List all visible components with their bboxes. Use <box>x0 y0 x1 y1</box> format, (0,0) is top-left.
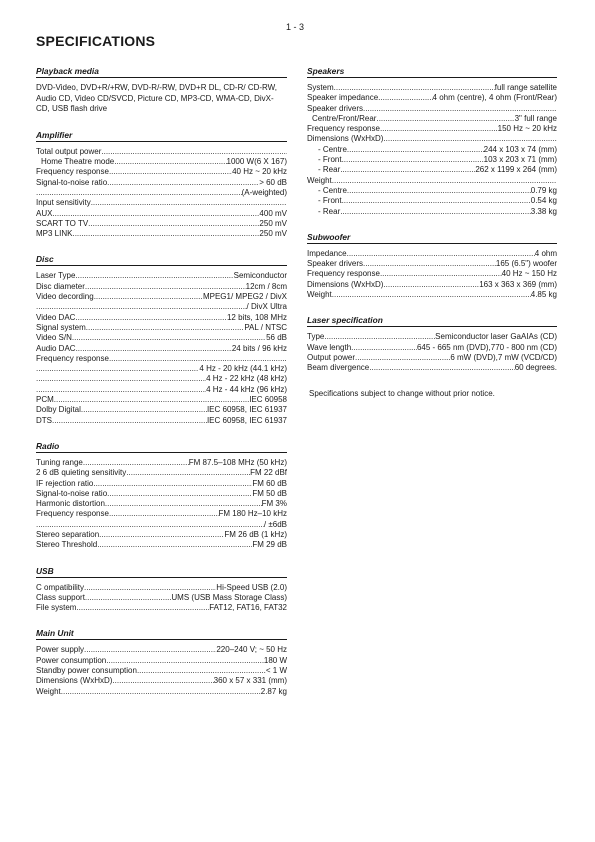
leader-dots <box>61 687 261 697</box>
spec-value: 250 mV <box>259 218 287 228</box>
spec-value: 180 W <box>263 655 287 665</box>
spec-row <box>36 344 287 354</box>
spec-row <box>307 186 557 196</box>
spec-row <box>36 198 287 208</box>
spec-value: 40 Hz ~ 20 kHz <box>232 167 287 177</box>
section-main-unit <box>36 628 287 696</box>
spec-row <box>36 540 287 550</box>
spec-value: 4 ohm <box>534 248 557 258</box>
section-playback-media <box>36 66 287 115</box>
leader-dots <box>376 114 514 124</box>
leader-dots <box>52 209 259 219</box>
spec-label: SCART TO TV <box>36 218 89 228</box>
spec-label: Weight <box>307 290 332 300</box>
spec-value: 103 x 203 x 71 (mm) <box>483 155 557 165</box>
spec-value: Semiconductor laser GaAIAs (CD) <box>435 332 557 342</box>
leader-dots <box>109 354 287 364</box>
section-disc <box>36 254 287 425</box>
spec-row <box>307 207 557 217</box>
spec-value: 4 Hz - 44 kHz (96 kHz) <box>206 384 287 394</box>
spec-row <box>307 176 557 186</box>
spec-row <box>307 196 557 206</box>
spec-label: Stereo Threshold <box>36 540 98 550</box>
spec-row <box>307 269 557 279</box>
leader-dots <box>112 676 213 686</box>
spec-value: 4 ohm (centre), 4 ohm (Front/Rear) <box>432 93 557 103</box>
spec-label: Speaker impedance <box>307 93 379 103</box>
leader-dots <box>91 198 287 208</box>
spec-row <box>307 134 557 144</box>
leader-dots <box>380 124 498 134</box>
spec-value: 24 bits / 96 kHz <box>231 343 287 353</box>
leader-dots <box>75 313 227 323</box>
spec-label: Power consumption <box>36 655 107 665</box>
spec-label: Wave length <box>307 342 352 352</box>
spec-value: FM 87.5–108 MHz (50 kHz) <box>188 457 287 467</box>
spec-row <box>36 147 287 157</box>
leader-dots <box>88 219 259 229</box>
spec-value: IEC 60958 <box>249 395 287 405</box>
spec-row <box>36 178 287 188</box>
spec-row <box>307 104 557 114</box>
section-title: Disc <box>36 254 287 266</box>
section-title: Amplifier <box>36 130 287 142</box>
spec-label: Audio DAC <box>36 343 76 353</box>
spec-value: 360 x 57 x 331 (mm) <box>213 676 287 686</box>
leader-dots <box>36 188 242 198</box>
leader-dots <box>126 468 250 478</box>
leader-dots <box>72 229 259 239</box>
spec-value: / DivX Ultra <box>246 302 287 312</box>
spec-label: Weight <box>36 686 61 696</box>
spec-row <box>36 354 287 364</box>
spec-row <box>307 332 557 342</box>
spec-label: Weight <box>307 175 332 185</box>
spec-row <box>36 468 287 478</box>
spec-label: - Front <box>318 196 342 206</box>
spec-row <box>36 676 287 686</box>
spec-row <box>307 363 557 373</box>
leader-dots <box>114 157 226 167</box>
leader-dots <box>84 645 216 655</box>
spec-row <box>36 323 287 333</box>
section-radio <box>36 441 287 551</box>
spec-label: - Rear <box>318 165 341 175</box>
spec-value: full range satellite <box>494 83 557 92</box>
spec-label: MP3 LINK <box>36 229 73 239</box>
spec-value: 400 mV <box>259 208 287 218</box>
spec-label: - Centre <box>318 185 347 195</box>
spec-value: 3" full range <box>514 113 557 123</box>
leader-dots <box>378 93 432 103</box>
leader-dots <box>94 292 203 302</box>
spec-value: IEC 60958, IEC 61937 <box>206 405 287 415</box>
spec-value: 165 (6.5") woofer <box>495 259 557 269</box>
leader-dots <box>137 666 266 676</box>
leader-dots <box>52 416 207 426</box>
leader-dots <box>369 363 514 373</box>
section-title: Laser specification <box>307 315 557 327</box>
spec-label: Disc diameter <box>36 281 85 291</box>
leader-dots <box>97 540 252 550</box>
section-title: Radio <box>36 441 287 453</box>
spec-value: 12 bits, 108 MHz <box>226 312 287 322</box>
leader-dots <box>342 196 531 206</box>
leader-dots <box>340 165 475 175</box>
spec-label: PCM <box>36 395 54 405</box>
spec-row <box>307 155 557 165</box>
spec-label: Frequency response <box>36 509 109 519</box>
spec-row <box>307 114 557 124</box>
spec-value: FM 60 dB <box>252 478 287 488</box>
spec-value: 220–240 V; ~ 50 Hz <box>216 645 287 655</box>
leader-dots <box>75 271 233 281</box>
spec-value: (A-weighted) <box>241 187 287 197</box>
spec-row <box>36 416 287 426</box>
spec-value: FM 29 dB <box>252 540 287 550</box>
spec-label: System <box>307 83 334 92</box>
spec-row <box>36 209 287 219</box>
section-title: Subwoofer <box>307 232 557 244</box>
spec-value: 56 dB <box>266 333 287 343</box>
leader-dots <box>347 249 535 259</box>
spec-value: 163 x 363 x 369 (mm) <box>479 279 557 289</box>
spec-label: Power supply <box>36 645 85 655</box>
spec-row <box>307 145 557 155</box>
leader-dots <box>332 176 557 186</box>
leader-dots <box>334 83 495 93</box>
spec-label: Harmonic distortion <box>36 499 105 509</box>
spec-row <box>307 259 557 269</box>
spec-row <box>36 520 287 530</box>
spec-row <box>36 364 287 374</box>
spec-row <box>307 124 557 134</box>
leader-dots <box>36 520 264 530</box>
spec-value: FM 180 Hz–10 kHz <box>218 509 287 519</box>
spec-row <box>307 290 557 300</box>
leader-dots <box>324 332 435 342</box>
spec-value: Semiconductor <box>233 271 287 281</box>
leader-dots <box>363 259 496 269</box>
leader-dots <box>107 489 252 499</box>
section-subwoofer <box>307 232 557 300</box>
spec-row <box>36 458 287 468</box>
leader-dots <box>72 333 266 343</box>
spec-value: 2.87 kg <box>260 686 287 696</box>
spec-label: Type <box>307 332 325 342</box>
spec-label: Beam divergence <box>307 363 370 373</box>
spec-label: Video DAC <box>36 312 76 322</box>
leader-dots <box>105 499 262 509</box>
spec-value: FM 22 dBf <box>250 468 287 478</box>
spec-row <box>36 405 287 415</box>
leader-dots <box>36 302 247 312</box>
spec-row <box>36 167 287 177</box>
spec-value: 1000 W(6 X 167) <box>226 157 287 167</box>
section-title: Playback media <box>36 66 287 78</box>
spec-row <box>36 656 287 666</box>
section-title: USB <box>36 566 287 578</box>
spec-value: PAL / NTSC <box>244 322 287 332</box>
spec-row <box>36 603 287 613</box>
spec-label: - Rear <box>318 206 341 216</box>
page-number: 1 - 3 <box>286 22 305 32</box>
leader-dots <box>81 405 207 415</box>
leader-dots <box>93 479 252 489</box>
spec-row <box>36 219 287 229</box>
spec-label: DTS <box>36 415 52 425</box>
spec-value: FM 3% <box>261 499 287 509</box>
spec-value: 250 mV <box>259 229 287 239</box>
spec-row <box>36 687 287 697</box>
leader-dots <box>347 186 531 196</box>
spec-label: Frequency response <box>307 269 380 279</box>
spec-label: Frequency response <box>36 167 109 177</box>
leader-dots <box>383 280 479 290</box>
leader-dots <box>85 282 246 292</box>
spec-value: 4.85 kg <box>530 290 557 300</box>
spec-row <box>307 83 557 93</box>
leader-dots <box>332 290 531 300</box>
spec-row <box>36 302 287 312</box>
spec-value: 0.79 kg <box>530 185 557 195</box>
disclaimer-note: Specifications subject to change without prior notice. <box>309 388 495 398</box>
leader-dots <box>355 353 450 363</box>
spec-value: IEC 60958, IEC 61937 <box>206 415 287 425</box>
spec-label: Speaker drivers <box>307 103 364 113</box>
leader-dots <box>85 593 171 603</box>
spec-row <box>36 385 287 395</box>
spec-value: 4 Hz - 20 kHz (44.1 kHz) <box>199 364 287 374</box>
section-paragraph: DVD-Video, DVD+R/+RW, DVD-R/-RW, DVD+R DL, CD-R/ CD-RW, Audio CD, Video CD/SVCD, Picture CD, MP3-CD, WMA-CD, DivX-CD, USB flash drive <box>36 83 278 114</box>
spec-label: Centre/Front/Rear <box>312 113 377 123</box>
spec-row <box>307 280 557 290</box>
spec-value: 6 mW (DVD),7 mW (VCD/CD) <box>450 352 557 362</box>
leader-dots <box>351 343 417 353</box>
spec-row <box>307 343 557 353</box>
spec-row <box>36 333 287 343</box>
spec-row <box>307 165 557 175</box>
spec-label: Dimensions (WxHxD) <box>36 676 113 686</box>
spec-label: Dolby Digital <box>36 405 81 415</box>
spec-row <box>36 645 287 655</box>
leader-dots <box>340 207 531 217</box>
spec-row <box>36 395 287 405</box>
spec-label: C ompatibility <box>36 582 85 592</box>
spec-label: Standby power consumption <box>36 666 137 676</box>
leader-dots <box>107 178 259 188</box>
leader-dots <box>106 656 264 666</box>
spec-value: 0.54 kg <box>530 196 557 206</box>
leader-dots <box>36 374 206 384</box>
spec-label: Laser Type <box>36 271 76 281</box>
section-usb <box>36 566 287 614</box>
spec-label: IF rejection ratio <box>36 478 94 488</box>
spec-label: Dimensions (WxHxD) <box>307 279 384 289</box>
spec-label: Frequency response <box>307 124 380 134</box>
spec-label: Stereo separation <box>36 529 100 539</box>
spec-label: Output power <box>307 352 356 362</box>
spec-row <box>307 353 557 363</box>
leader-dots <box>36 385 206 395</box>
right-sections <box>307 66 557 374</box>
spec-row <box>36 157 287 167</box>
leader-dots <box>99 530 224 540</box>
spec-label: Frequency response <box>36 353 109 363</box>
spec-value: / ±6dB <box>263 519 287 529</box>
spec-label: Dimensions (WxHxD) <box>307 134 384 144</box>
leader-dots <box>101 147 287 157</box>
spec-row <box>36 530 287 540</box>
spec-row <box>307 249 557 259</box>
leader-dots <box>109 167 232 177</box>
spec-label: Video S/N <box>36 333 72 343</box>
leader-dots <box>363 104 557 114</box>
spec-row <box>36 188 287 198</box>
spec-label: Home Theatre mode <box>41 157 115 167</box>
spec-label: Input sensitivity <box>36 198 91 208</box>
section-title: Main Unit <box>36 628 287 640</box>
spec-row <box>36 271 287 281</box>
left-column <box>36 66 287 712</box>
spec-label: - Front <box>318 155 342 165</box>
spec-row <box>36 593 287 603</box>
spec-value: < 1 W <box>265 666 287 676</box>
spec-label: Class support <box>36 592 85 602</box>
leader-dots <box>84 583 216 593</box>
leader-dots <box>380 269 502 279</box>
spec-label: Impedance <box>307 248 347 258</box>
spec-value: 12cm / 8cm <box>245 281 287 291</box>
spec-row <box>36 229 287 239</box>
spec-row <box>36 499 287 509</box>
right-column <box>307 66 557 399</box>
section-laser-specification <box>307 315 557 373</box>
spec-row <box>36 282 287 292</box>
spec-label: 2 6 dB quieting sensitivity <box>36 468 127 478</box>
spec-row <box>36 509 287 519</box>
spec-row <box>36 583 287 593</box>
spec-value: 4 Hz - 22 kHz (48 kHz) <box>206 374 287 384</box>
spec-value: 60 degrees. <box>514 363 557 373</box>
leader-dots <box>86 323 245 333</box>
spec-row <box>36 374 287 384</box>
spec-value: 150 Hz ~ 20 kHz <box>497 124 557 134</box>
leader-dots <box>383 134 557 144</box>
spec-row <box>36 292 287 302</box>
spec-label: Signal-to-noise ratio <box>36 488 108 498</box>
spec-row <box>36 313 287 323</box>
spec-value: Hi-Speed USB (2.0) <box>216 582 287 592</box>
spec-label: AUX <box>36 208 53 218</box>
leader-dots <box>83 458 189 468</box>
leader-dots <box>76 344 232 354</box>
spec-value: > 60 dB <box>259 177 287 187</box>
spec-row <box>307 93 557 103</box>
spec-value: 244 x 103 x 74 (mm) <box>483 144 557 154</box>
page-title: SPECIFICATIONS <box>36 33 156 49</box>
leader-dots <box>76 603 209 613</box>
spec-value: 262 x 1199 x 264 (mm) <box>475 165 557 175</box>
spec-value: FM 50 dB <box>252 488 287 498</box>
spec-value: 645 - 665 nm (DVD),770 - 800 nm (CD) <box>416 342 557 352</box>
spec-label: File system <box>36 603 77 613</box>
section-title: Speakers <box>307 66 557 78</box>
spec-label: Signal-to-noise ratio <box>36 177 108 187</box>
spec-label: Speaker drivers <box>307 259 364 269</box>
section-speakers <box>307 66 557 217</box>
spec-row <box>36 666 287 676</box>
leader-dots <box>347 145 484 155</box>
spec-label: Total output power <box>36 146 102 156</box>
spec-label: Signal system <box>36 322 86 332</box>
spec-row <box>36 489 287 499</box>
spec-value: FM 26 dB (1 kHz) <box>224 529 287 539</box>
spec-value: 40 Hz ~ 150 Hz <box>501 269 557 279</box>
leader-dots <box>54 395 249 405</box>
spec-label: Tuning range <box>36 457 83 467</box>
leader-dots <box>109 509 219 519</box>
spec-value: 3.38 kg <box>530 206 557 216</box>
spec-label: Video decording <box>36 292 94 302</box>
spec-value: MPEG1/ MPEG2 / DivX <box>202 292 287 302</box>
leader-dots <box>342 155 484 165</box>
leader-dots <box>36 364 199 374</box>
spec-value: FAT12, FAT16, FAT32 <box>209 603 287 613</box>
spec-label: - Centre <box>318 144 347 154</box>
section-amplifier <box>36 130 287 240</box>
spec-value: UMS (USB Mass Storage Class) <box>171 592 287 602</box>
spec-row <box>36 479 287 489</box>
